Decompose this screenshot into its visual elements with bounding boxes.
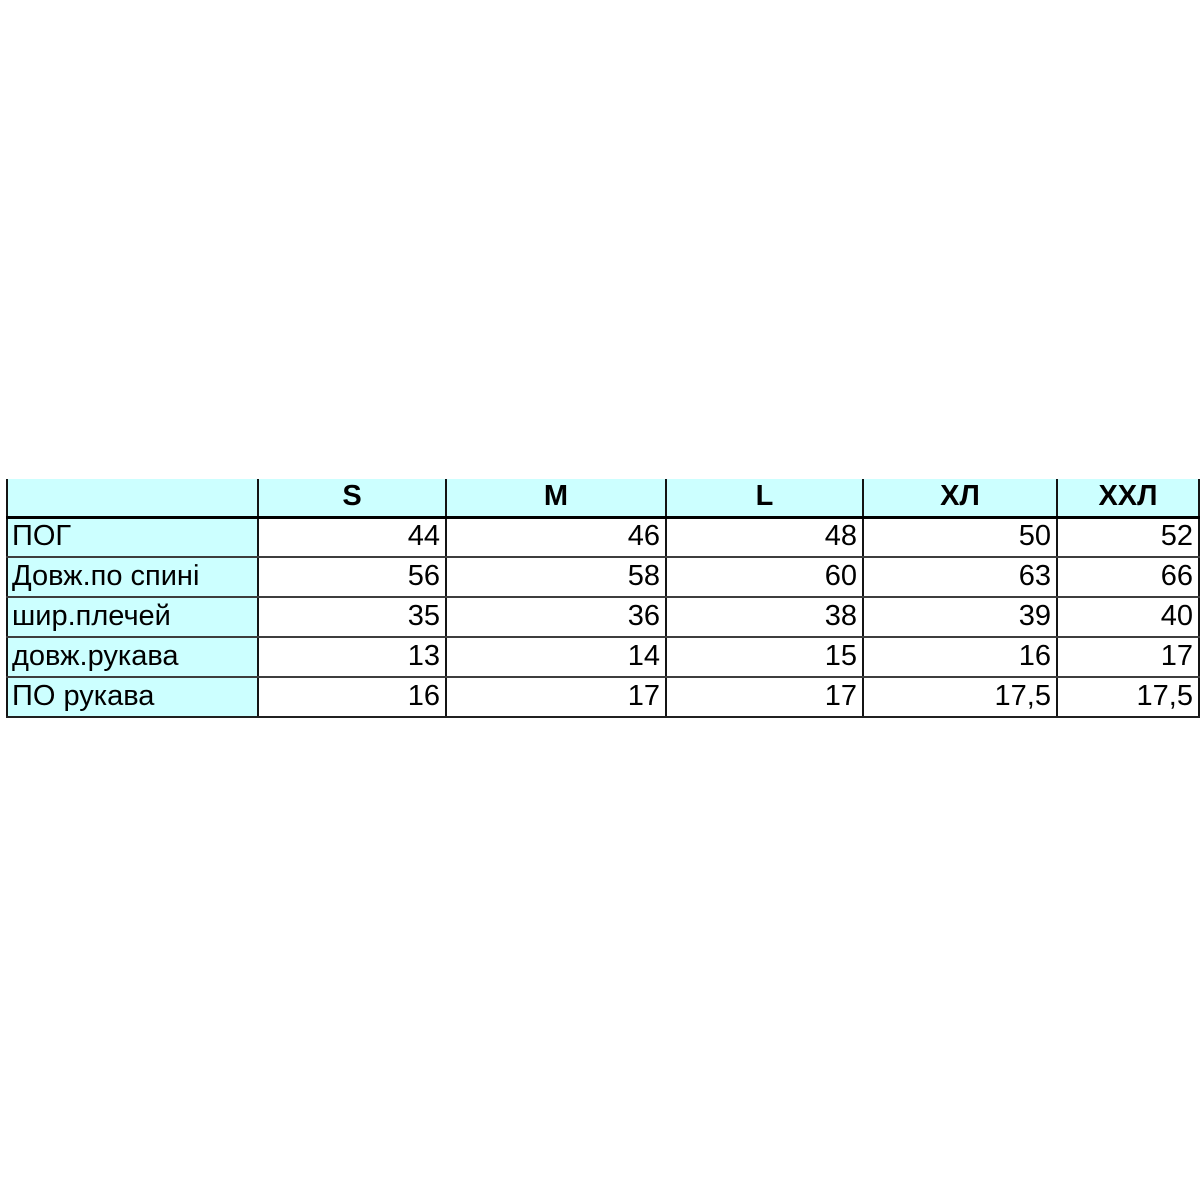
value-cell: 60: [666, 557, 863, 597]
table-row-sleeve-length: [7, 637, 1199, 677]
value-cell: 16: [863, 637, 1057, 677]
column-header-xl: ХЛ: [863, 479, 1057, 517]
header-row: [7, 479, 1199, 517]
value-cell: 15: [666, 637, 863, 677]
row-label: ПОГ: [7, 517, 258, 557]
value-cell: 14: [446, 637, 666, 677]
value-cell: 38: [666, 597, 863, 637]
value-cell: 17,5: [863, 677, 1057, 717]
row-label: Довж.по спині: [7, 557, 258, 597]
column-header-m: M: [446, 479, 666, 517]
row-label: ПО рукава: [7, 677, 258, 717]
value-cell: 17,5: [1057, 677, 1199, 717]
value-cell: 13: [258, 637, 446, 677]
table-row-sleeve-po: [7, 677, 1199, 717]
table-row-shoulder-width: [7, 597, 1199, 637]
size-chart-table: [6, 479, 1200, 718]
row-label: шир.плечей: [7, 597, 258, 637]
value-cell: 46: [446, 517, 666, 557]
value-cell: 52: [1057, 517, 1199, 557]
value-cell: 56: [258, 557, 446, 597]
value-cell: 58: [446, 557, 666, 597]
value-cell: 44: [258, 517, 446, 557]
value-cell: 63: [863, 557, 1057, 597]
value-cell: 17: [446, 677, 666, 717]
table-row-pog: [7, 517, 1199, 557]
value-cell: 48: [666, 517, 863, 557]
value-cell: 39: [863, 597, 1057, 637]
row-label: довж.рукава: [7, 637, 258, 677]
value-cell: 17: [666, 677, 863, 717]
value-cell: 40: [1057, 597, 1199, 637]
value-cell: 66: [1057, 557, 1199, 597]
column-header-l: L: [666, 479, 863, 517]
value-cell: 50: [863, 517, 1057, 557]
value-cell: 35: [258, 597, 446, 637]
value-cell: 36: [446, 597, 666, 637]
column-header-xxl: ХХЛ: [1057, 479, 1199, 517]
corner-cell: [7, 479, 258, 517]
value-cell: 17: [1057, 637, 1199, 677]
column-header-s: S: [258, 479, 446, 517]
table-row-back-length: [7, 557, 1199, 597]
value-cell: 16: [258, 677, 446, 717]
